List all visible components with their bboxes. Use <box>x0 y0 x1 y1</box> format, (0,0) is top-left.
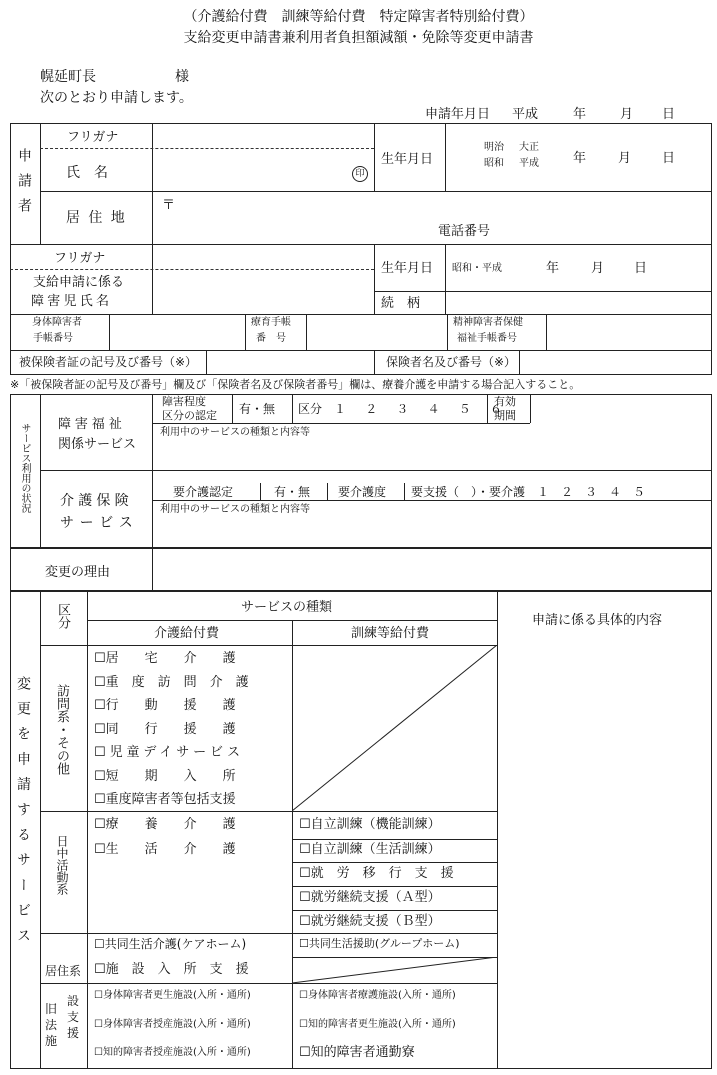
applicant-furigana-label: フリガナ <box>67 130 119 145</box>
physical-handbook-label-2: 手帳番号 <box>33 333 73 344</box>
service-day-training-5[interactable]: ☐ 就労継続支援（Ｂ型） <box>299 915 441 928</box>
service-old-care-1[interactable]: ☐ 身体障害者更生施設(入所・通所) <box>94 991 251 1001</box>
child-birth-day: 日 <box>634 261 648 276</box>
service-day-training-4[interactable]: ☐ 就労継続支援（Ａ型） <box>299 891 441 904</box>
category-old-law-2: 法 <box>45 1018 58 1032</box>
valid-period-label-2: 期間 <box>494 409 516 422</box>
care-cert-label: 要介護認定 <box>173 485 234 499</box>
addressee: 幌延町長 <box>40 69 96 85</box>
training-benefit-header: 訓練等給付費 <box>351 626 430 641</box>
category-day-activity: 日中活動系 <box>55 835 69 895</box>
child-birth-eras: 昭和・平成 <box>452 263 502 274</box>
division-label: 区分 <box>298 402 323 416</box>
service-day-training-2[interactable]: ☐ 自立訓練（生活訓練） <box>299 843 441 856</box>
era-showa: 昭和 <box>484 158 504 169</box>
care-levels: 要支援（ ）・要介護 １ ２ ３ ４ ５ <box>411 485 646 499</box>
service-live-training-1[interactable]: ☐ 共同生活援助(グループホーム) <box>299 938 460 949</box>
division-levels: １ ２ ３ ４ ５ ６ <box>334 402 506 416</box>
care-insurance-label-1: 介護保険 <box>60 493 133 509</box>
date-era: 平成 <box>512 107 539 122</box>
category-old-law-5: 支 <box>67 1010 80 1024</box>
service-visit-2[interactable]: ☐ 重 度 訪 問 介 護 <box>94 676 249 689</box>
child-birth-month: 月 <box>591 261 605 276</box>
welfare-services-label-2: 関係サービス <box>58 437 137 452</box>
child-name-label-1: 支給申請に係る <box>33 275 125 290</box>
insured-number-label: 被保険者証の記号及び番号（※） <box>19 355 198 369</box>
category-old-law-1: 旧 <box>45 1002 58 1016</box>
child-furigana-label: フリガナ <box>54 251 106 266</box>
service-day-care-1[interactable]: ☐ 療 養 介 護 <box>94 818 236 831</box>
seal-mark: 印 <box>352 166 368 182</box>
welfare-in-use-note: 利用中のサービスの種類と内容等 <box>160 427 310 438</box>
service-old-training-1[interactable]: ☐ 身体障害者療護施設(入所・通所) <box>299 991 456 1001</box>
category-residential: 居住系 <box>45 964 82 978</box>
child-birth-year: 年 <box>546 261 560 276</box>
ryoiku-handbook-label-1: 療育手帳 <box>251 317 291 328</box>
change-services-section-label: 変更を申請するサービス <box>15 676 31 954</box>
service-old-care-2[interactable]: ☐ 身体障害者授産施設(入所・通所) <box>94 1020 251 1030</box>
honorific: 様 <box>175 69 189 85</box>
category-old-law-4: 設 <box>67 994 80 1008</box>
applicant-birth-day: 日 <box>662 151 676 166</box>
care-in-use-note: 利用中のサービスの種類と内容等 <box>160 504 310 515</box>
applicant-birth-month: 月 <box>618 151 632 166</box>
child-name-label-2: 障害児氏名 <box>31 294 113 309</box>
mental-handbook-label-2: 福祉手帳番号 <box>457 333 517 344</box>
service-visit-4[interactable]: ☐ 同 行 援 護 <box>94 723 236 736</box>
service-live-care-1[interactable]: ☐ 共同生活介護(ケアホーム) <box>94 938 246 950</box>
service-old-training-2[interactable]: ☐ 知的障害者更生施設(入所・通所) <box>299 1020 456 1030</box>
disability-level-label-1: 障害程度 <box>162 395 206 408</box>
insurance-note: ※「被保険者証の記号及び番号」欄及び「保険者名及び保険者番号」欄は、療養介護を申請する場合記入すること。 <box>10 378 581 391</box>
child-birth-label: 生年月日 <box>381 261 434 276</box>
service-types-header: サービスの種類 <box>241 600 333 615</box>
category-visit: 訪問系・その他 <box>54 684 69 775</box>
date-month: 月 <box>620 107 634 122</box>
applicant-section-label: 申請者 <box>16 148 32 224</box>
ryoiku-handbook-label-2: 番 号 <box>256 333 286 344</box>
applicant-birth-label: 生年月日 <box>381 152 434 167</box>
kubun-header: 区分 <box>55 603 70 629</box>
service-day-training-1[interactable]: ☐ 自立訓練（機能訓練） <box>299 818 441 831</box>
usage-section-label: サービス利用の状況 <box>19 423 30 513</box>
applicant-block <box>10 123 712 375</box>
postal-mark: 〒 <box>162 198 176 213</box>
level-yes-no: 有・無 <box>239 402 276 416</box>
physical-handbook-label-1: 身体障害者 <box>32 317 82 328</box>
title-line-1: （介護給付費 訓練等給付費 特定障害者特別給付費） <box>183 9 534 25</box>
date-year: 年 <box>573 107 587 122</box>
service-visit-1[interactable]: ☐ 居 宅 介 護 <box>94 652 236 665</box>
visit-training-na-slash <box>292 645 497 811</box>
care-degree-label: 要介護度 <box>338 485 387 499</box>
title-line-2: 支給変更申請書兼利用者負担額減額・免除等変更申請書 <box>183 30 534 46</box>
intro-text: 次のとおり申請します。 <box>40 90 193 106</box>
care-insurance-label-2: サービス <box>60 515 139 531</box>
service-visit-6[interactable]: ☐ 短 期 入 所 <box>94 770 236 783</box>
welfare-services-label-1: 障害福祉 <box>58 417 126 432</box>
applicant-birth-year: 年 <box>573 151 587 166</box>
service-old-training-3[interactable]: ☐ 知的障害者通勤寮 <box>299 1046 415 1059</box>
live-training-na-slash <box>292 957 497 983</box>
service-live-care-2[interactable]: ☐ 施 設 入 所 支 援 <box>94 963 249 976</box>
date-day: 日 <box>662 107 676 122</box>
era-meiji: 明治 <box>484 142 504 153</box>
reason-label: 変更の理由 <box>45 565 111 580</box>
reason-block <box>10 548 712 591</box>
service-visit-3[interactable]: ☐ 行 動 援 護 <box>94 699 236 712</box>
era-taisho: 大正 <box>519 142 539 153</box>
service-visit-7[interactable]: ☐ 重度障害者等包括支援 <box>94 793 236 806</box>
service-day-training-3[interactable]: ☐ 就 労 移 行 支 援 <box>299 867 454 880</box>
valid-period-label-1: 有効 <box>494 395 516 408</box>
category-old-law-6: 援 <box>67 1026 80 1040</box>
care-cert-yes-no: 有・無 <box>274 485 311 499</box>
disability-level-label-2: 区分の認定 <box>162 409 217 422</box>
relation-label: 続 柄 <box>381 296 421 311</box>
applicant-name-label: 氏 名 <box>66 165 108 181</box>
content-header: 申請に係る具体的内容 <box>532 613 663 628</box>
era-heisei: 平成 <box>519 158 539 169</box>
service-day-care-2[interactable]: ☐ 生 活 介 護 <box>94 843 236 856</box>
phone-label: 電話番号 <box>438 224 491 239</box>
service-old-care-3[interactable]: ☐ 知的障害者授産施設(入所・通所) <box>94 1048 251 1058</box>
care-benefit-header: 介護給付費 <box>154 626 220 641</box>
category-old-law-3: 施 <box>45 1034 58 1048</box>
address-label: 居住地 <box>66 210 134 226</box>
date-label: 申請年月日 <box>425 107 491 122</box>
insurer-label: 保険者名及び番号（※） <box>386 355 517 369</box>
mental-handbook-label-1: 精神障害者保健 <box>453 317 523 328</box>
service-visit-5[interactable]: ☐ 児童デイサービス <box>94 746 244 759</box>
